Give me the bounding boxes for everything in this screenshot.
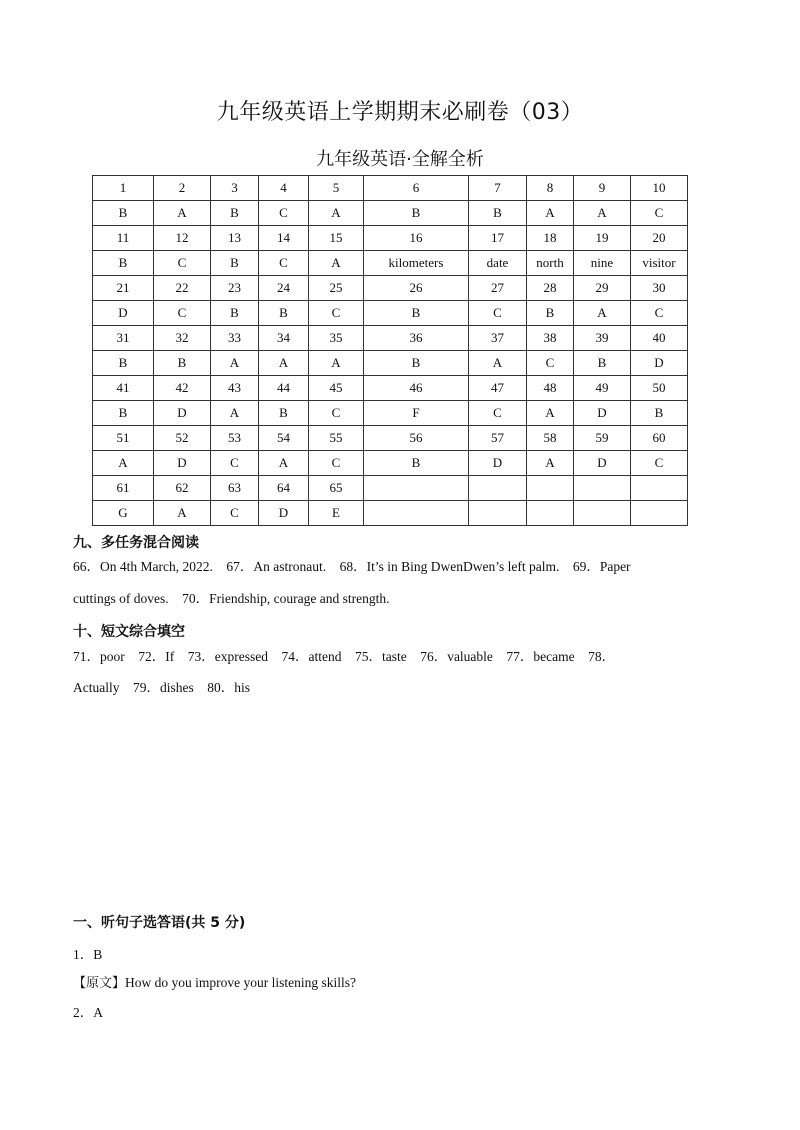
table-cell: 19 bbox=[574, 226, 631, 251]
table-cell: 4 bbox=[259, 176, 309, 201]
table-cell: nine bbox=[574, 251, 631, 276]
table-cell: C bbox=[259, 201, 309, 226]
table-cell: 44 bbox=[259, 376, 309, 401]
table-cell: 24 bbox=[259, 276, 309, 301]
table-cell: 58 bbox=[527, 426, 574, 451]
table-cell: 51 bbox=[93, 426, 154, 451]
table-cell: 55 bbox=[309, 426, 364, 451]
table-cell: D bbox=[259, 501, 309, 526]
table-cell: 25 bbox=[309, 276, 364, 301]
table-cell: 59 bbox=[574, 426, 631, 451]
table-row bbox=[93, 501, 688, 526]
table-cell: 57 bbox=[469, 426, 527, 451]
table-cell: C bbox=[211, 451, 259, 476]
table-cell: A bbox=[259, 451, 309, 476]
table-cell: B bbox=[154, 351, 211, 376]
table-cell: 23 bbox=[211, 276, 259, 301]
table-row bbox=[93, 401, 688, 426]
table-cell: 32 bbox=[154, 326, 211, 351]
table-cell: D bbox=[154, 451, 211, 476]
table-cell: A bbox=[93, 451, 154, 476]
table-cell: D bbox=[469, 451, 527, 476]
table-cell: 62 bbox=[154, 476, 211, 501]
table-row bbox=[93, 376, 688, 401]
table-cell: 20 bbox=[631, 226, 688, 251]
section-1-heading: 一、听句子选答语(共 5 分) bbox=[73, 915, 246, 931]
table-cell: 48 bbox=[527, 376, 574, 401]
section-10-line-2: Actually 79．dishes 80．his bbox=[73, 680, 250, 695]
table-cell: B bbox=[574, 351, 631, 376]
table-cell: B bbox=[631, 401, 688, 426]
table-cell: A bbox=[574, 201, 631, 226]
table-cell: B bbox=[364, 351, 469, 376]
table-cell: A bbox=[309, 351, 364, 376]
table-cell: 12 bbox=[154, 226, 211, 251]
table-cell: A bbox=[527, 401, 574, 426]
table-row bbox=[93, 301, 688, 326]
table-cell: kilometers bbox=[364, 251, 469, 276]
table-cell: 7 bbox=[469, 176, 527, 201]
table-cell: B bbox=[364, 201, 469, 226]
table-cell bbox=[364, 476, 469, 501]
table-cell: 21 bbox=[93, 276, 154, 301]
answer-table bbox=[92, 175, 688, 526]
table-cell: B bbox=[469, 201, 527, 226]
table-cell: A bbox=[527, 451, 574, 476]
table-cell: 2 bbox=[154, 176, 211, 201]
original-label: 【原文】 bbox=[73, 976, 126, 991]
table-cell: D bbox=[631, 351, 688, 376]
table-cell: 15 bbox=[309, 226, 364, 251]
table-cell: C bbox=[309, 401, 364, 426]
table-cell: 26 bbox=[364, 276, 469, 301]
table-cell bbox=[631, 501, 688, 526]
table-cell: visitor bbox=[631, 251, 688, 276]
table-cell: 60 bbox=[631, 426, 688, 451]
table-cell: 28 bbox=[527, 276, 574, 301]
table-cell: 30 bbox=[631, 276, 688, 301]
table-row bbox=[93, 251, 688, 276]
table-cell: 36 bbox=[364, 326, 469, 351]
table-cell: 38 bbox=[527, 326, 574, 351]
table-cell: 11 bbox=[93, 226, 154, 251]
table-cell: A bbox=[574, 301, 631, 326]
table-cell: 42 bbox=[154, 376, 211, 401]
table-cell: C bbox=[259, 251, 309, 276]
page-subtitle: 九年级英语·全解全析 bbox=[316, 149, 484, 170]
table-cell: B bbox=[211, 301, 259, 326]
table-cell: 14 bbox=[259, 226, 309, 251]
table-cell: B bbox=[211, 201, 259, 226]
table-row bbox=[93, 176, 688, 201]
section-10-line-1: 71．poor 72．If 73．expressed 74．attend 75．taste 76．valuable 77．became 78． bbox=[73, 649, 616, 664]
table-row bbox=[93, 351, 688, 376]
table-cell: 41 bbox=[93, 376, 154, 401]
table-cell: E bbox=[309, 501, 364, 526]
table-cell: 63 bbox=[211, 476, 259, 501]
table-cell: A bbox=[211, 351, 259, 376]
table-cell: C bbox=[154, 301, 211, 326]
page-title: 九年级英语上学期期末必刷卷（03） bbox=[216, 100, 584, 125]
table-cell: 9 bbox=[574, 176, 631, 201]
table-cell: B bbox=[527, 301, 574, 326]
table-cell: 18 bbox=[527, 226, 574, 251]
table-cell: B bbox=[93, 351, 154, 376]
table-cell: 47 bbox=[469, 376, 527, 401]
table-cell: 29 bbox=[574, 276, 631, 301]
table-cell: A bbox=[309, 201, 364, 226]
table-cell: D bbox=[574, 401, 631, 426]
table-cell: 46 bbox=[364, 376, 469, 401]
table-cell: 54 bbox=[259, 426, 309, 451]
table-cell bbox=[527, 501, 574, 526]
section-9-line-2: cuttings of doves. 70．Friendship, courage and strength. bbox=[73, 591, 390, 606]
section-9-line-1: 66．On 4th March, 2022. 67．An astronaut. 68．It’s in Bing DwenDwen’s left palm. 69．Paper bbox=[73, 559, 631, 574]
table-cell: 22 bbox=[154, 276, 211, 301]
table-cell: 49 bbox=[574, 376, 631, 401]
table-cell: A bbox=[211, 401, 259, 426]
table-row bbox=[93, 226, 688, 251]
table-cell: C bbox=[211, 501, 259, 526]
table-row bbox=[93, 426, 688, 451]
table-cell: 27 bbox=[469, 276, 527, 301]
table-row bbox=[93, 326, 688, 351]
table-row bbox=[93, 201, 688, 226]
table-row bbox=[93, 276, 688, 301]
table-cell bbox=[574, 501, 631, 526]
table-cell: 56 bbox=[364, 426, 469, 451]
table-cell: A bbox=[154, 501, 211, 526]
table-cell: D bbox=[93, 301, 154, 326]
table-cell: A bbox=[309, 251, 364, 276]
table-cell: D bbox=[154, 401, 211, 426]
table-cell bbox=[631, 476, 688, 501]
table-cell: 45 bbox=[309, 376, 364, 401]
table-cell: 65 bbox=[309, 476, 364, 501]
table-cell: 16 bbox=[364, 226, 469, 251]
table-cell: C bbox=[469, 301, 527, 326]
table-row bbox=[93, 451, 688, 476]
table-cell: B bbox=[364, 451, 469, 476]
table-cell: 43 bbox=[211, 376, 259, 401]
table-cell: B bbox=[211, 251, 259, 276]
table-cell: C bbox=[154, 251, 211, 276]
table-cell: 17 bbox=[469, 226, 527, 251]
table-cell bbox=[469, 476, 527, 501]
answer-item-1: 1．B bbox=[73, 947, 103, 962]
table-cell: 40 bbox=[631, 326, 688, 351]
table-cell bbox=[527, 476, 574, 501]
table-cell: F bbox=[364, 401, 469, 426]
table-cell: 50 bbox=[631, 376, 688, 401]
section-10-heading: 十、短文综合填空 bbox=[73, 624, 185, 640]
table-cell: north bbox=[527, 251, 574, 276]
table-cell bbox=[574, 476, 631, 501]
table-cell: 34 bbox=[259, 326, 309, 351]
table-cell: A bbox=[527, 201, 574, 226]
table-cell bbox=[469, 501, 527, 526]
table-cell: 3 bbox=[211, 176, 259, 201]
table-cell: C bbox=[631, 201, 688, 226]
table-cell: 39 bbox=[574, 326, 631, 351]
table-cell: 10 bbox=[631, 176, 688, 201]
table-cell bbox=[364, 501, 469, 526]
table-cell: 1 bbox=[93, 176, 154, 201]
table-cell: B bbox=[259, 401, 309, 426]
table-cell: B bbox=[93, 251, 154, 276]
table-cell: 52 bbox=[154, 426, 211, 451]
table-cell: C bbox=[631, 301, 688, 326]
table-cell: C bbox=[309, 451, 364, 476]
table-cell: 53 bbox=[211, 426, 259, 451]
table-cell: A bbox=[154, 201, 211, 226]
table-cell: C bbox=[631, 451, 688, 476]
table-cell: 8 bbox=[527, 176, 574, 201]
table-cell: D bbox=[574, 451, 631, 476]
table-cell: B bbox=[259, 301, 309, 326]
original-text: How do you improve your listening skills? bbox=[125, 975, 356, 990]
table-cell: 6 bbox=[364, 176, 469, 201]
table-cell: 31 bbox=[93, 326, 154, 351]
table-cell: 61 bbox=[93, 476, 154, 501]
table-cell: B bbox=[93, 401, 154, 426]
table-cell: B bbox=[93, 201, 154, 226]
table-cell: 13 bbox=[211, 226, 259, 251]
table-cell: A bbox=[259, 351, 309, 376]
table-cell: G bbox=[93, 501, 154, 526]
table-row bbox=[93, 476, 688, 501]
table-cell: 35 bbox=[309, 326, 364, 351]
table-cell: C bbox=[469, 401, 527, 426]
answer-item-2: 2．A bbox=[73, 1005, 103, 1020]
table-cell: date bbox=[469, 251, 527, 276]
table-cell: C bbox=[309, 301, 364, 326]
section-9-heading: 九、多任务混合阅读 bbox=[73, 535, 199, 551]
table-cell: 5 bbox=[309, 176, 364, 201]
table-cell: 33 bbox=[211, 326, 259, 351]
table-cell: A bbox=[469, 351, 527, 376]
table-cell: C bbox=[527, 351, 574, 376]
table-cell: 64 bbox=[259, 476, 309, 501]
original-text-line bbox=[73, 972, 356, 991]
table-cell: 37 bbox=[469, 326, 527, 351]
table-cell: B bbox=[364, 301, 469, 326]
